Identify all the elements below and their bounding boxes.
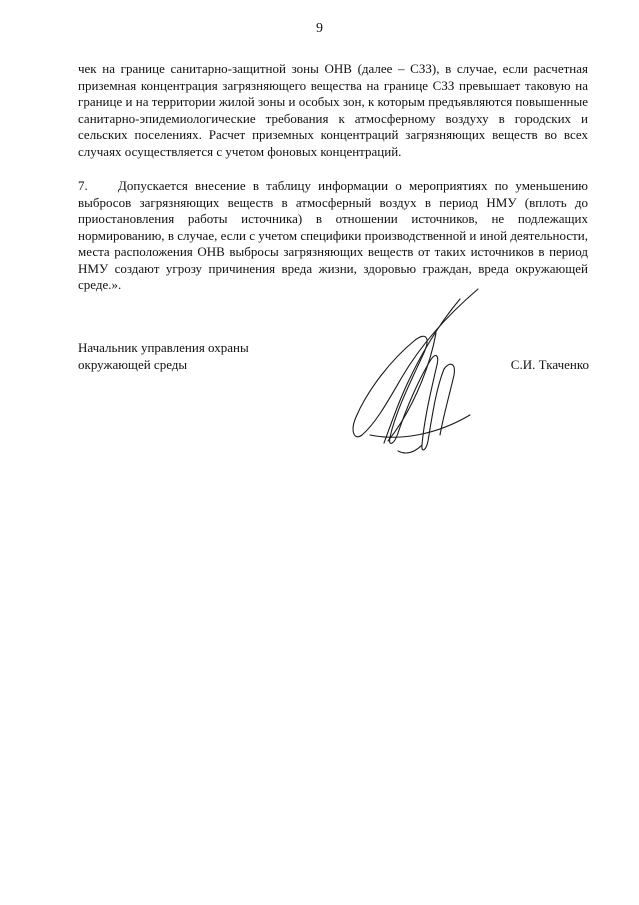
paragraph-text: чек на границе санитарно-защитной зоны ОНВ (далее – СЗЗ), в случае, если расчетная приземная концентрация загрязняющего вещества на границе СЗЗ превышает таковую на границе и на территории жилой зоны и особых зон, к которым предъявляются повышенные санитарно-эпидемиологические требования к атмосферному воздуху в городских и сельских поселениях. Расчет приземных концентраций загрязняющих веществ во всех случаях осуществляется с учетом фоновых концентраций. — [78, 61, 588, 159]
paragraph-text: Допускается внесение в таблицу информации о мероприятиях по уменьшению выбросов загрязняющих веществ в атмосферный воздух в период НМУ (вплоть до приостановления работы источника) в отношении источников, не подлежащих нормированию, в случае, если с учетом специфики производственной и иной деятельности, места расположения ОНВ выбросы загрязняющих веществ от таких источников в период НМУ создают угрозу причинения вреда жизни, здоровью граждан, вреда окружающей среде.». — [78, 178, 588, 292]
paragraph-continuation — [78, 61, 588, 160]
signatory-title-line-1: Начальник управления охраны — [78, 340, 249, 355]
item-number: 7. — [78, 178, 88, 193]
page-number: 9 — [316, 21, 323, 36]
signatory-title-line-2: окружающей среды — [78, 357, 188, 372]
handwritten-signature — [340, 285, 490, 460]
paragraph-item-7 — [78, 178, 588, 294]
signatory-name: С.И. Ткаченко — [510, 357, 589, 372]
signatory-title — [78, 339, 249, 373]
